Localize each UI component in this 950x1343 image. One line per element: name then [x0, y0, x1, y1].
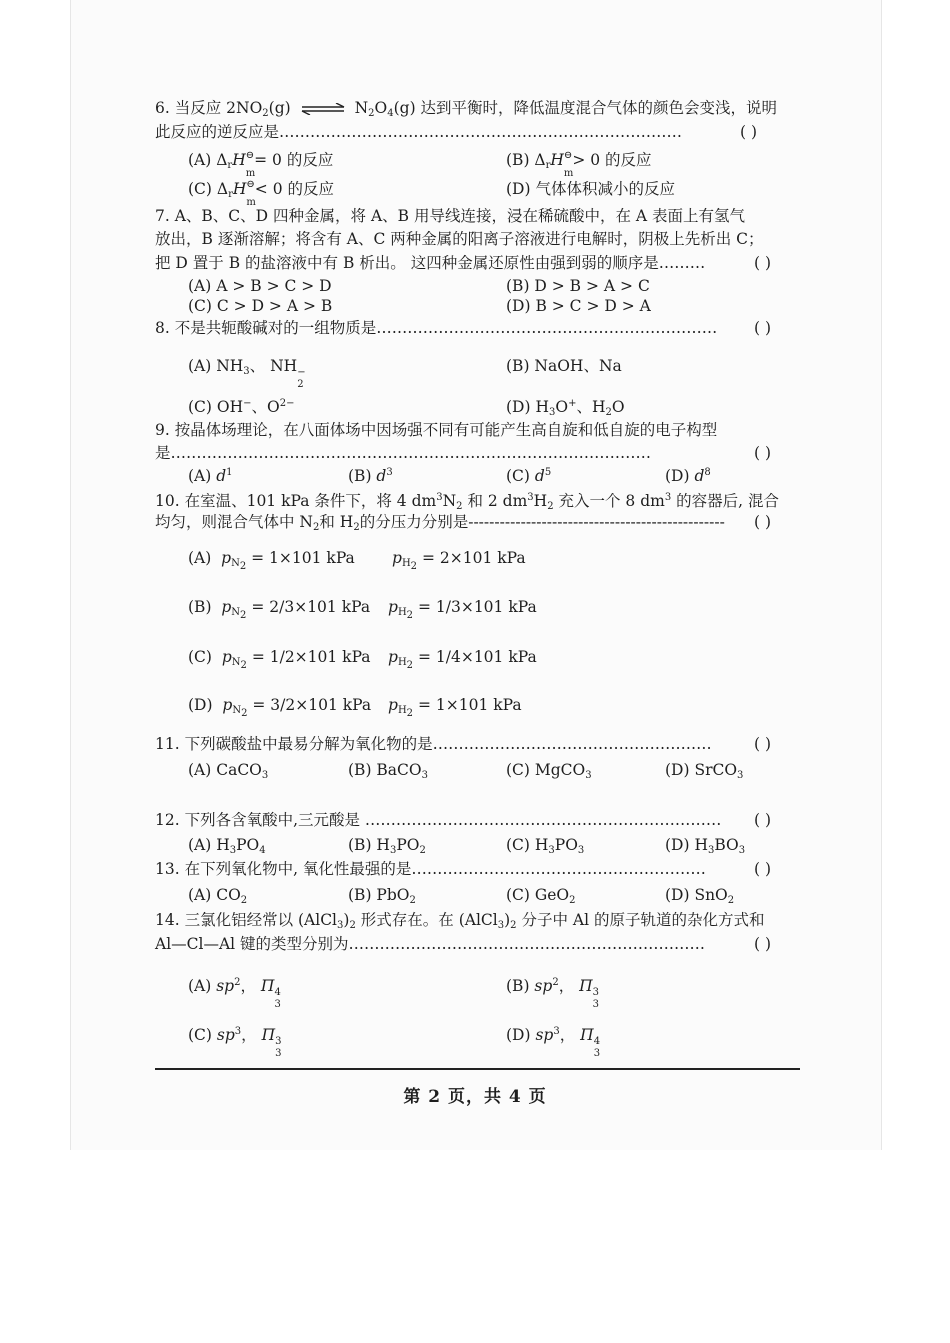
q12-option-d: (D) $H_3BO_3$: [665, 836, 746, 856]
q14-answer-paren: ( ): [754, 935, 772, 953]
q9-option-c: (C) $d^5$: [506, 467, 552, 485]
q8-option-c: (C) OH−、$O^{2-}$: [188, 398, 295, 416]
q14-option-c: (C) $sp^3$， Π 3 3: [188, 1026, 282, 1059]
q14-stem-line2: Al—Cl—Al 键的类型分别为……………………………………………………………: [155, 935, 706, 953]
q8-option-d: (D) $H_3O^+$、$H_2O$: [506, 398, 625, 418]
q7-option-a: (A) A > B > C > D: [188, 277, 332, 295]
q9-option-a: (A) $d^1$: [188, 467, 233, 485]
q10-stem-line2: 均匀，则混合气体中 $N_2$和 $H_2$的分压力分别是-------------------------------------------------: [155, 513, 725, 533]
q11-option-b: (B) BaCO$_3$: [348, 761, 428, 781]
q10-option-b: (B) $p_{N_2} = 2/3\times 101$ kPa: [188, 598, 371, 621]
q6-sub: 4: [387, 108, 394, 119]
q13-option-b: (B) PbO$_2$: [348, 886, 416, 906]
q7-stem-line1: 7. A、B、C、D 四种金属，将 A、B 用导线连接，浸在稀硫酸中，在 A 表面上有氢气: [155, 207, 746, 225]
q10-option-c-h2: $p_{H_2} = 1/4\times 101$ kPa: [388, 648, 537, 671]
q6-stem-line2: 此反应的逆反应是……………………………………………………………………: [155, 123, 683, 141]
q9-stem-line1: 9. 按晶体场理论，在八面体场中因场强不同有可能产生高自旋和低自旋的电子构型: [155, 421, 718, 439]
q14-option-d: (D) $sp^3$， Π 4 3: [506, 1026, 601, 1059]
q10-option-a: (A) $p_{N_2} = 1\times 101$ kPa: [188, 549, 355, 572]
q13-stem: 13. 在下列氧化物中, 氧化性最强的是…………………………………………………: [155, 860, 706, 878]
q6-text: O: [374, 99, 388, 117]
q13-option-a: (A) $CO_2$: [188, 886, 248, 906]
q6-text: 6. 当反应 2NO: [155, 99, 263, 117]
q10-stem-line1: 10. 在室温、101 kPa 条件下，将 4 $dm^3N_2$ 和 2 $dm^3H_2$ 充入一个 8 $dm^3$ 的容器后, 混合: [155, 492, 780, 512]
q12-option-a: (A) $H_3PO_4$: [188, 836, 266, 856]
q12-answer-paren: ( ): [754, 811, 772, 829]
q6-option-c: (C) $\Delta_rH^⊖$ m < 0 的反应: [188, 179, 334, 208]
q7-option-b: (B) D > B > A > C: [506, 277, 650, 295]
q6-text: (g): [268, 99, 291, 117]
q10-option-d-h2: $p_{H_2} = 1\times 101$ kPa: [388, 696, 522, 719]
q10-answer-paren: ( ): [754, 513, 772, 531]
q8-option-a: (A) $NH_3$、 NH − 2: [188, 357, 306, 390]
q11-option-c: (C) MgCO$_3$: [506, 761, 592, 781]
q14-option-b: (B) $sp^2$， Π 3 3: [506, 977, 600, 1010]
q12-option-b: (B) $H_3PO_2$: [348, 836, 426, 856]
q6-text: N: [354, 99, 369, 117]
q9-option-d: (D) $d^8$: [665, 467, 711, 485]
q11-option-a: (A) CaCO$_3$: [188, 761, 269, 781]
q7-stem-line2: 放出，B 逐渐溶解；将含有 A、C 两种金属的阳离子溶液进行电解时，阴极上先析出 C；: [155, 230, 764, 248]
equilibrium-arrow-icon: [300, 103, 346, 115]
q6-option-a: (A) $\Delta_rH^⊖$ m = 0 的反应: [188, 150, 334, 179]
footer-rule: [155, 1068, 800, 1070]
q7-answer-paren: ( ): [754, 254, 772, 272]
q9-stem-line2: 是…………………………………………………………………………………: [155, 444, 652, 462]
q11-answer-paren: ( ): [754, 735, 772, 753]
q7-stem-line3: 把 D 置于 B 的盐溶液中有 B 析出。 这四种金属还原性由强到弱的顺序是………: [155, 254, 706, 272]
q6-option-d: (D) 气体体积减小的反应: [506, 180, 675, 198]
q8-stem: 8. 不是共轭酸碱对的一组物质是…………………………………………………………: [155, 319, 718, 337]
q8-answer-paren: ( ): [754, 319, 772, 337]
q6-answer-paren: ( ): [740, 123, 758, 141]
q8-option-b: (B) NaOH、Na: [506, 357, 622, 375]
q10-option-c: (C) $p_{N_2} = 1/2\times 101$ kPa: [188, 648, 371, 671]
page-number: 第 2 页，共 4 页: [403, 1087, 547, 1107]
q7-option-d: (D) B > C > D > A: [506, 297, 651, 315]
q11-option-d: (D) SrCO$_3$: [665, 761, 744, 781]
q9-answer-paren: ( ): [754, 444, 772, 462]
q11-stem: 11. 下列碳酸盐中最易分解为氧化物的是………………………………………………: [155, 735, 712, 753]
q14-option-a: (A) $sp^2$， Π 4 3: [188, 977, 281, 1010]
q13-answer-paren: ( ): [754, 860, 772, 878]
q6-stem-line1: [155, 98, 777, 124]
q7-option-c: (C) C > D > A > B: [188, 297, 333, 315]
q6-sub: 2: [262, 108, 269, 119]
q6-option-b: (B) $\Delta_rH^⊖$ m > 0 的反应: [506, 150, 652, 179]
q13-option-c: (C) GeO$_2$: [506, 886, 576, 906]
q10-option-a-h2: $p_{H_2} = 2\times 101$ kPa: [392, 549, 526, 572]
q10-option-b-h2: $p_{H_2} = 1/3\times 101$ kPa: [388, 598, 537, 621]
q9-option-b: (B) $d^3$: [348, 467, 393, 485]
q13-option-d: (D) SnO$_2$: [665, 886, 735, 906]
q12-stem: 12. 下列各含氧酸中,三元酸是 ……………………………………………………………: [155, 811, 722, 829]
q14-stem-line1: 14. 三氯化铝经常以 $(AlCl_3)_2$ 形式存在。在 $(AlCl_3)_2$ 分子中 Al 的原子轨道的杂化方式和: [155, 911, 765, 931]
q6-sub: 2: [368, 108, 375, 119]
q10-option-d: (D) $p_{N_2} = 3/2\times 101$ kPa: [188, 696, 372, 719]
q6-text: (g) 达到平衡时，降低温度混合气体的颜色会变浅，说明: [393, 99, 778, 117]
q12-option-c: (C) $H_3PO_3$: [506, 836, 585, 856]
